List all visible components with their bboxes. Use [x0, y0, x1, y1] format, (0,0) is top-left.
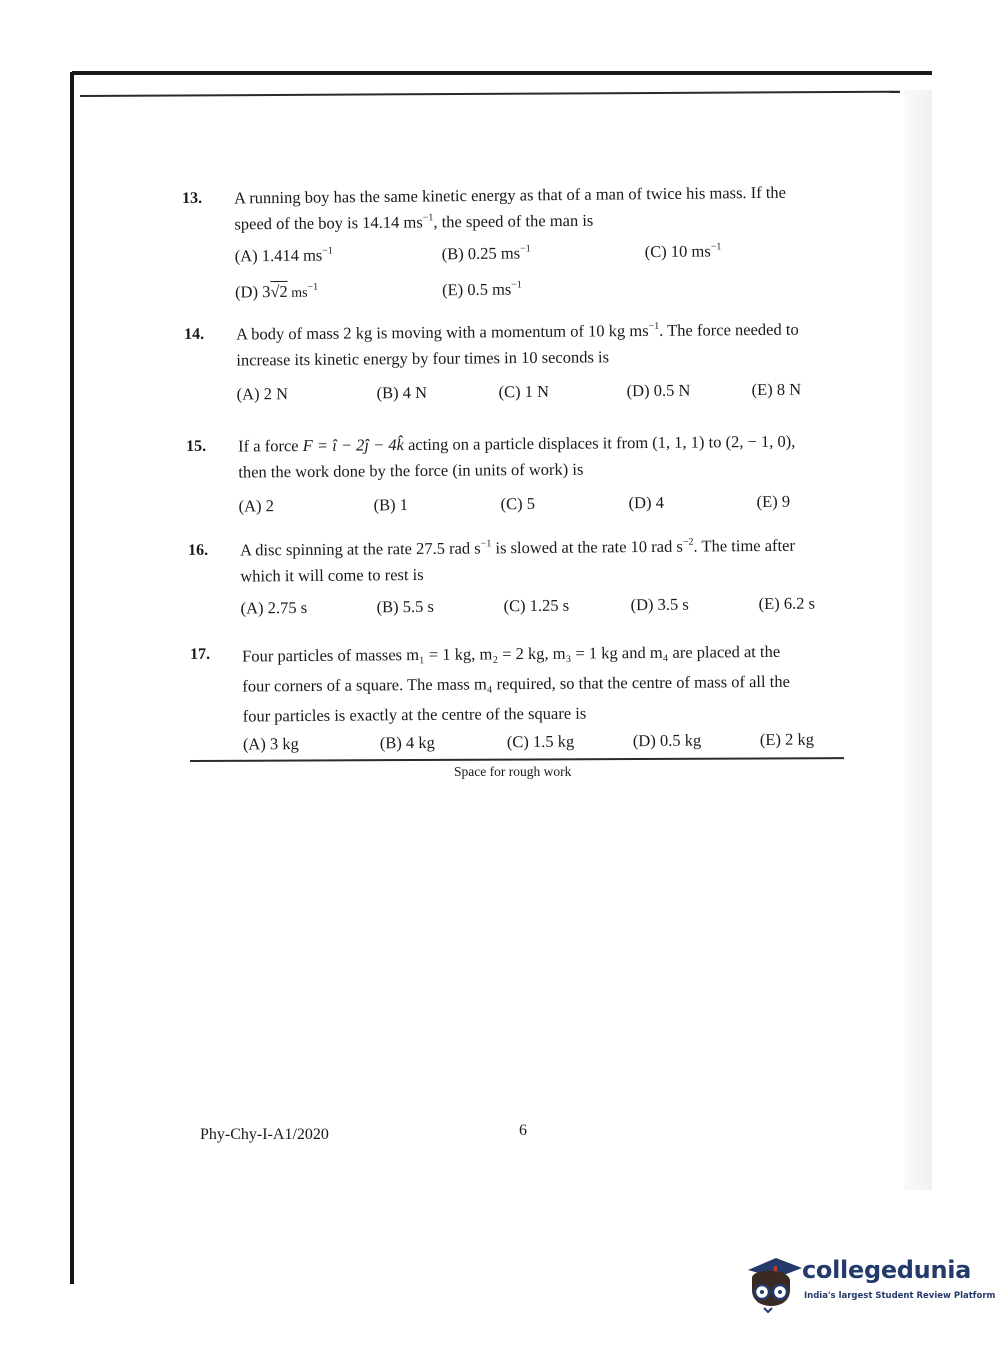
superscript: −1 — [480, 538, 492, 550]
superscript: −1 — [648, 320, 660, 332]
options-row — [235, 273, 845, 307]
text-segment: A body of mass 2 kg is moving with a momentum of 10 kg ms — [236, 320, 649, 344]
option-a: (A) 2 N — [236, 384, 289, 404]
options-row — [237, 376, 847, 409]
question-number: 15. — [186, 437, 207, 455]
question-line: which it will come to rest is — [240, 564, 424, 586]
options-row — [243, 726, 853, 759]
option-a: (A) 2.75 s — [240, 597, 308, 618]
option-d: (D) 0.5 kg — [632, 730, 702, 751]
question-line — [238, 428, 838, 459]
option-a: (A) 2 — [238, 496, 274, 516]
force-vector-expression: F = î − 2ĵ − 4k̂ — [302, 435, 404, 455]
question-number: 17. — [190, 645, 211, 663]
superscript: −2 — [682, 536, 694, 548]
rough-work-label: Space for rough work — [454, 764, 572, 779]
question-line — [240, 532, 840, 563]
question-line — [234, 205, 834, 237]
option-c: (C) 1 N — [498, 381, 550, 402]
mascot-icon — [742, 1248, 804, 1314]
text-segment: . The force needed to — [659, 319, 799, 340]
question-line: increase its kinetic energy by four times in 10 seconds is — [236, 347, 610, 370]
text-segment: A disc spinning at the rate 27.5 rad s — [240, 538, 481, 560]
question-text — [234, 179, 835, 237]
logo-tagline: India's largest Student Review Platform — [804, 1291, 996, 1301]
option-b: (B) 4 N — [376, 382, 428, 403]
question-number: 14. — [184, 325, 205, 343]
question-number: 16. — [188, 541, 209, 559]
text-segment: , the speed of the man is — [433, 210, 594, 232]
option-b: (B) 1 — [373, 495, 409, 515]
question-text — [238, 428, 838, 485]
options-row — [235, 237, 845, 271]
option-b: (B) 0.25 $ms^{-1}$ — [441, 243, 531, 264]
text-segment: is slowed at the rate 10 rad s — [491, 536, 683, 558]
text-segment: acting on a particle displaces it from (1, 1, 1) to (2, − 1, 0), — [403, 431, 796, 455]
option-d: (D) 0.5 N — [626, 380, 691, 401]
page-number: 6 — [519, 1122, 527, 1139]
question-text — [236, 316, 836, 373]
option-c: (C) 1.5 kg — [506, 731, 575, 752]
option-b: (B) 5.5 s — [376, 596, 434, 617]
option-e: (E) 0.5 $ms^{-1}$ — [442, 279, 522, 300]
option-c: (C) 1.25 s — [503, 595, 570, 616]
option-b: (B) 4 kg — [379, 732, 435, 753]
left-margin-rule — [70, 72, 74, 1284]
top-border-rule — [72, 71, 932, 75]
question-line: four corners of a square. The mass m₄ required, so that the centre of mass of all the — [242, 671, 790, 696]
question-line: four particles is exactly at the centre of the square is — [242, 703, 587, 726]
text-segment: If a force — [238, 435, 303, 456]
paper-code: Phy-Chy-I-A1/2020 — [200, 1126, 329, 1143]
text-segment: . The time after — [693, 535, 795, 556]
option-d: (D) 3.5 s — [630, 594, 689, 615]
options-row — [239, 488, 849, 521]
option-e: (E) 6.2 s — [758, 593, 816, 614]
page-edge-shadow — [904, 90, 932, 1190]
collegedunia-logo — [742, 1248, 996, 1318]
logo-wordmark: collegedunia — [802, 1256, 972, 1284]
option-a: (A) 3 kg — [242, 734, 299, 754]
question-line — [236, 316, 836, 347]
superscript: −1 — [422, 212, 434, 224]
option-e: (E) 8 N — [751, 379, 802, 400]
question-number: 13. — [182, 189, 203, 207]
question-text — [242, 636, 843, 731]
question-line: A running boy has the same kinetic energy as that of a man of twice his mass. If the — [234, 182, 787, 208]
text-segment: speed of the boy is 14.14 ms — [234, 212, 423, 234]
option-d: (D) 3√2 $ms^{-1}$ — [235, 281, 319, 302]
option-e: (E) 2 kg — [759, 729, 815, 750]
option-e: (E) 9 — [756, 491, 791, 512]
question-line: Four particles of masses m₁ = 1 kg, m₂ = 2 kg, m₃ = 1 kg and m₄ are placed at the — [242, 641, 781, 666]
header-rule — [80, 91, 900, 97]
options-row — [241, 590, 851, 623]
option-a: (A) 1.414 $ms^{-1}$ — [234, 245, 333, 266]
question-line: then the work done by the force (in units of work) is — [238, 459, 584, 482]
option-c: (C) 10 $ms^{-1}$ — [644, 241, 722, 262]
option-c: (C) 5 — [500, 493, 536, 514]
question-text — [240, 532, 840, 589]
option-d: (D) 4 — [628, 492, 664, 513]
